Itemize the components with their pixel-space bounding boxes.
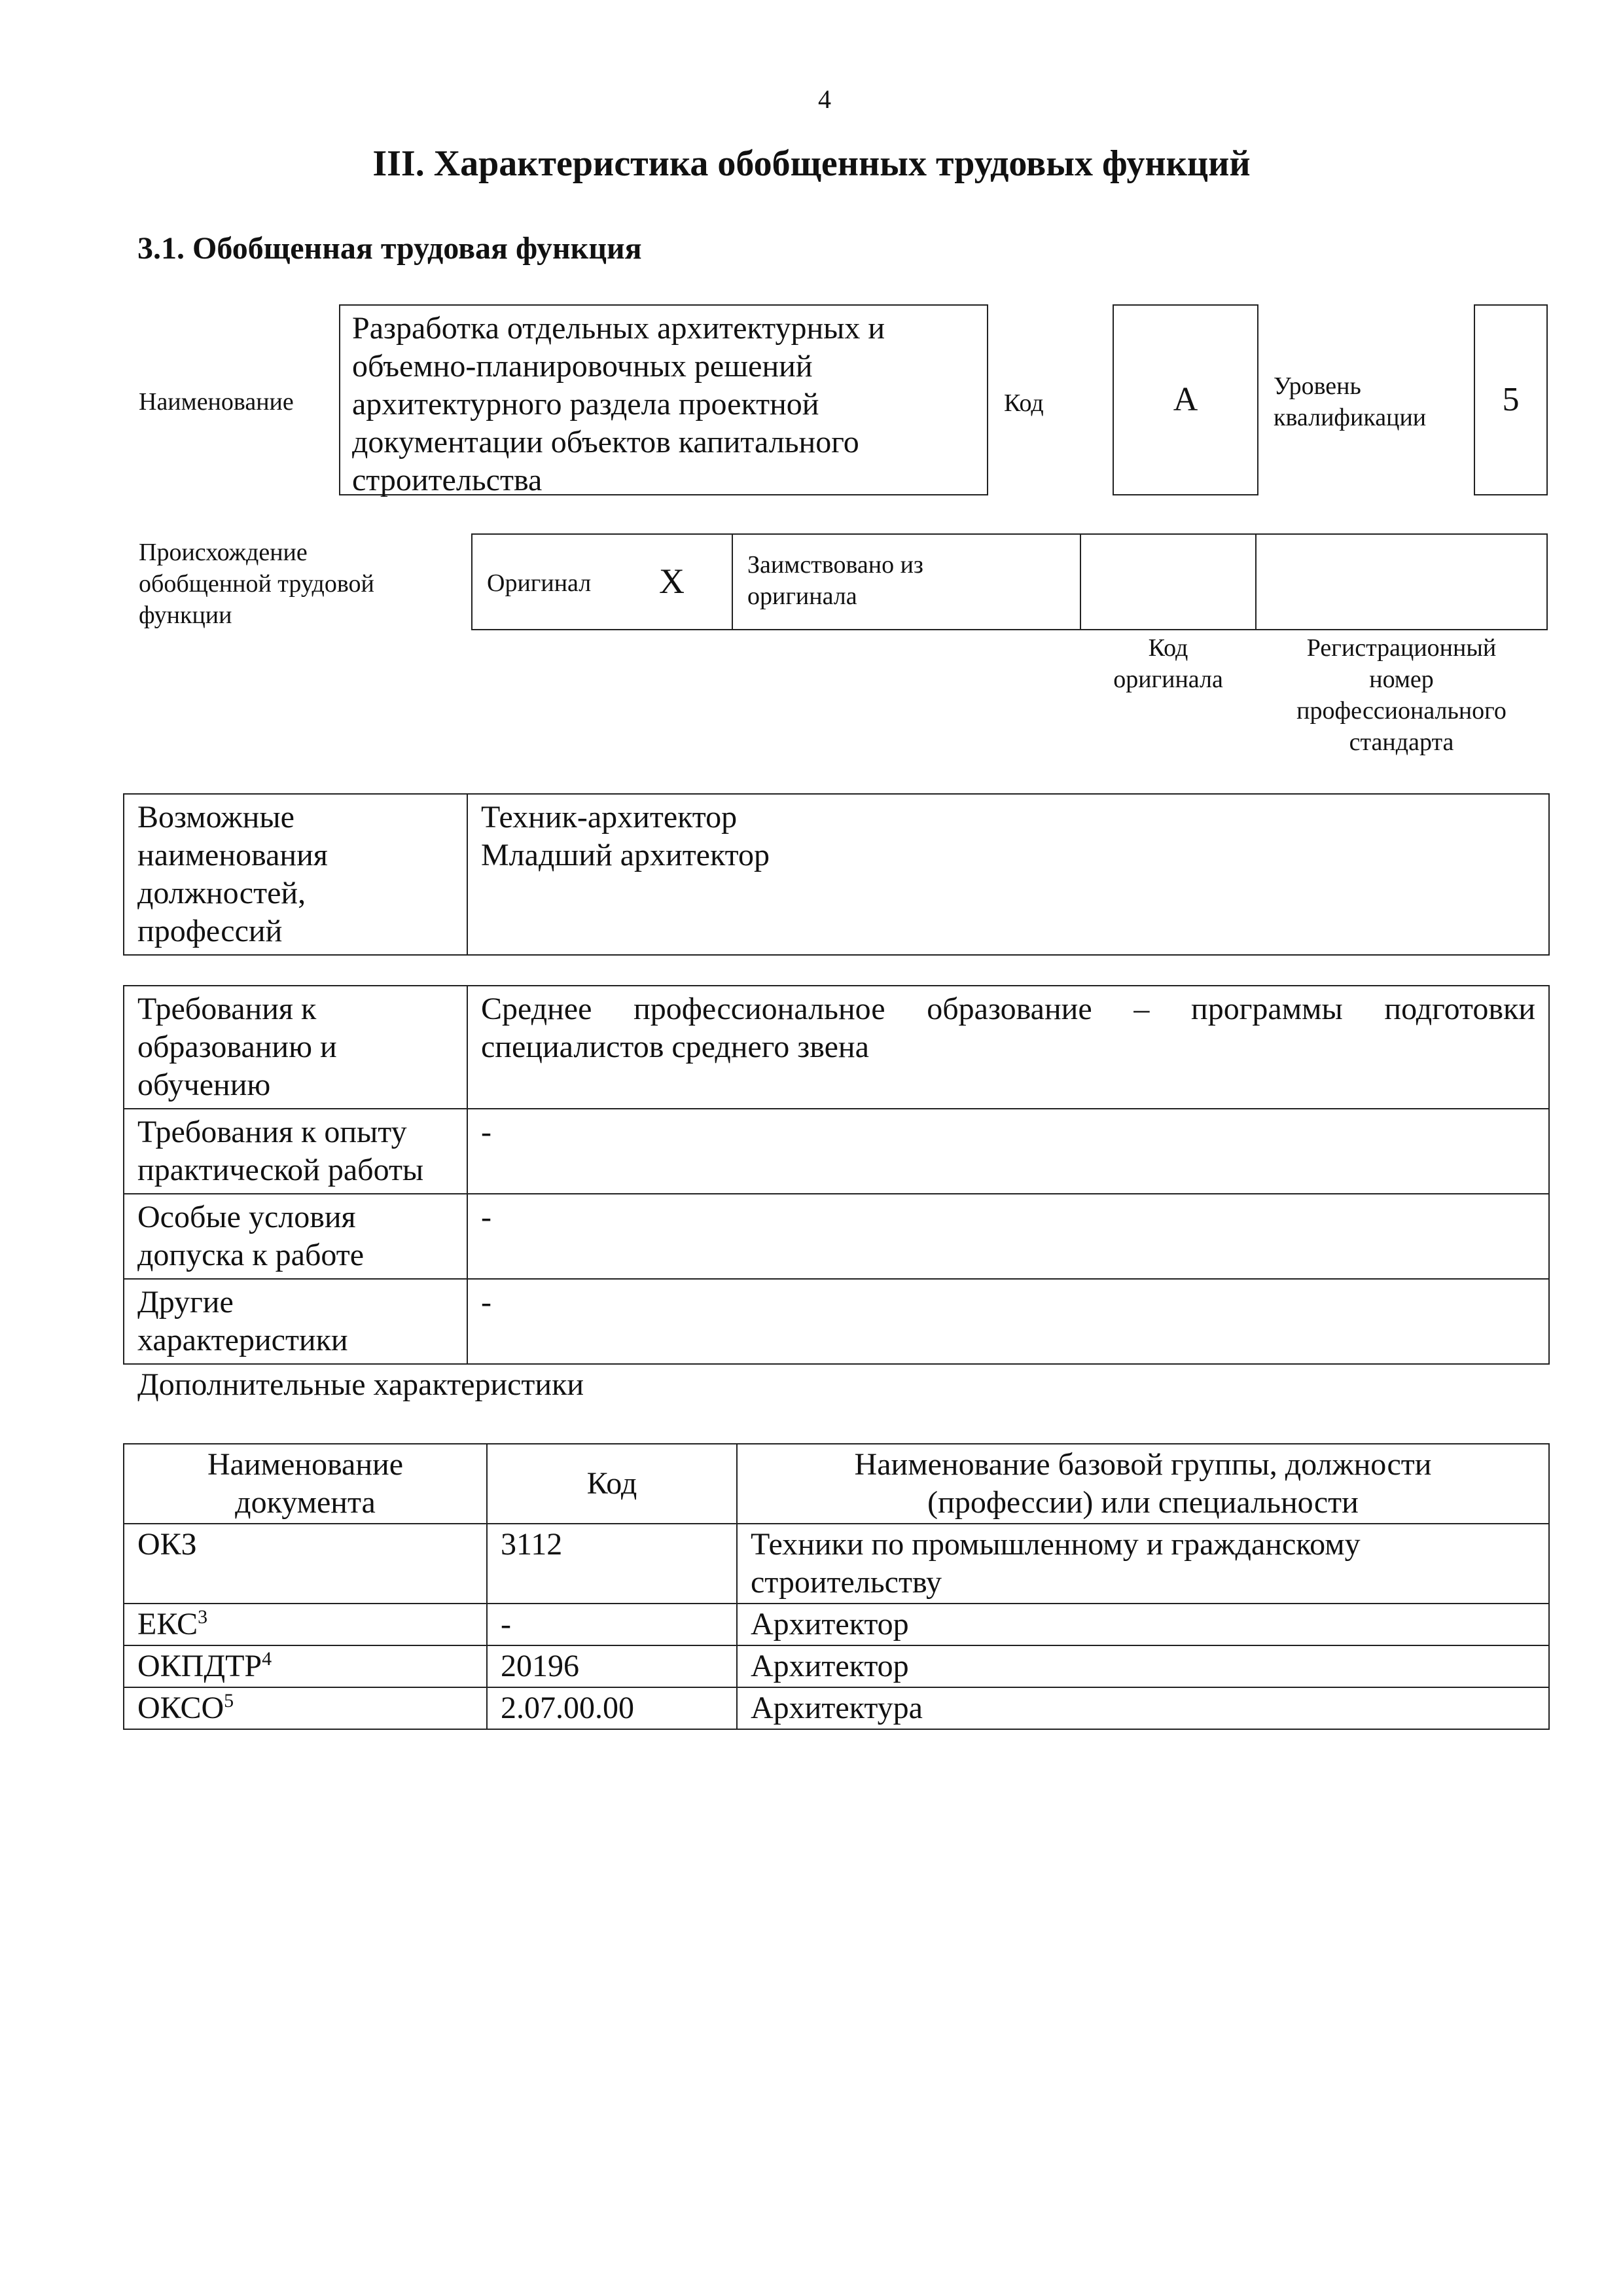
level-label-line: квалификации bbox=[1274, 404, 1427, 431]
requirement-value bbox=[467, 986, 1549, 1109]
doc-name: ОКПДТР bbox=[137, 1649, 262, 1683]
function-name-line: Разработка отдельных архитектурных и bbox=[352, 311, 885, 346]
original-code-caption bbox=[1080, 632, 1257, 695]
caption-line: Регистрационный bbox=[1306, 634, 1497, 662]
value-line: - bbox=[481, 1115, 491, 1149]
label-line: Особые условия bbox=[137, 1200, 356, 1234]
header-line: документа bbox=[235, 1485, 376, 1520]
origin-label bbox=[139, 537, 374, 631]
function-name-box bbox=[339, 304, 988, 495]
requirement-value bbox=[467, 1194, 1549, 1279]
additional-table bbox=[123, 1443, 1550, 1730]
name-cell: Архитектура bbox=[737, 1687, 1549, 1729]
table-row bbox=[124, 1109, 1549, 1194]
label-line: практической работы bbox=[137, 1153, 424, 1187]
borrowed-cell bbox=[732, 533, 1081, 630]
function-name-line: строительства bbox=[352, 463, 543, 497]
level-value: 5 bbox=[1502, 381, 1520, 418]
section-title: III. Характеристика обобщенных трудовых функций bbox=[372, 143, 1251, 184]
caption-line: стандарта bbox=[1349, 728, 1454, 756]
label-line: наименования bbox=[137, 838, 328, 872]
label-line: допуска к работе bbox=[137, 1238, 365, 1272]
function-name-line: объемно-планировочных решений bbox=[352, 349, 813, 384]
name-line: строительству bbox=[751, 1565, 942, 1600]
position-name: Техник-архитектор bbox=[481, 800, 738, 834]
doc-name: ЕКС bbox=[137, 1607, 198, 1641]
doc-name: ОКЗ bbox=[137, 1527, 197, 1562]
table-row bbox=[124, 1524, 1549, 1604]
caption-line: номер bbox=[1369, 666, 1434, 693]
caption-line: профессионального bbox=[1296, 697, 1507, 725]
table-row bbox=[124, 1279, 1549, 1364]
borrowed-line: Заимствовано из bbox=[747, 551, 923, 579]
value-line: Среднее профессиональное образование – программы подготовки bbox=[481, 992, 1535, 1026]
name-line: Техники по промышленному и гражданскому bbox=[751, 1527, 1361, 1562]
header-document bbox=[124, 1444, 487, 1524]
code-cell: 3112 bbox=[487, 1524, 737, 1604]
caption-line: оригинала bbox=[1113, 666, 1223, 693]
origin-label-line: обобщенной трудовой bbox=[139, 570, 374, 598]
table-row bbox=[124, 1194, 1549, 1279]
caption-line: Код bbox=[1148, 634, 1188, 662]
requirement-label bbox=[124, 1109, 467, 1194]
code-cell: - bbox=[487, 1604, 737, 1645]
label-line: характеристики bbox=[137, 1323, 348, 1357]
label-line: профессий bbox=[137, 914, 283, 948]
level-label bbox=[1274, 370, 1426, 433]
code-cell: 20196 bbox=[487, 1645, 737, 1687]
name-cell: Архитектор bbox=[737, 1645, 1549, 1687]
origin-label-line: Происхождение bbox=[139, 539, 308, 566]
code-box bbox=[1113, 304, 1258, 495]
doc-cell bbox=[124, 1604, 487, 1645]
doc-cell bbox=[124, 1645, 487, 1687]
origin-label-line: функции bbox=[139, 601, 232, 629]
table-header-row bbox=[124, 1444, 1549, 1524]
function-name-line: документации объектов капитального bbox=[352, 425, 859, 459]
original-mark: X bbox=[659, 562, 685, 601]
requirement-value bbox=[467, 1109, 1549, 1194]
table-row bbox=[124, 1645, 1549, 1687]
borrowed-line: оригинала bbox=[747, 583, 857, 610]
table-row bbox=[124, 794, 1549, 955]
table-row bbox=[124, 986, 1549, 1109]
name-cell bbox=[737, 1524, 1549, 1604]
label-line: Требования к опыту bbox=[137, 1115, 407, 1149]
header-group bbox=[737, 1444, 1549, 1524]
requirement-label bbox=[124, 1279, 467, 1364]
label-line: должностей, bbox=[137, 876, 306, 910]
subsection-title: 3.1. Обобщенная трудовая функция bbox=[137, 231, 642, 266]
name-label: Наименование bbox=[139, 388, 294, 416]
function-name-line: архитектурного раздела проектной bbox=[352, 387, 819, 422]
level-label-line: Уровень bbox=[1274, 372, 1361, 400]
footnote-ref: 3 bbox=[198, 1606, 208, 1628]
footnote-ref: 5 bbox=[224, 1690, 234, 1712]
label-line: Возможные bbox=[137, 800, 294, 834]
label-line: обучению bbox=[137, 1067, 271, 1102]
value-line: - bbox=[481, 1285, 491, 1319]
positions-label bbox=[124, 794, 467, 955]
footnote-ref: 4 bbox=[262, 1648, 272, 1670]
label-line: Другие bbox=[137, 1285, 234, 1319]
doc-cell bbox=[124, 1524, 487, 1604]
code-value: A bbox=[1173, 381, 1198, 418]
header-line: Код bbox=[586, 1466, 637, 1501]
requirement-label bbox=[124, 1194, 467, 1279]
positions-table bbox=[123, 793, 1550, 956]
value-line: специалистов среднего звена bbox=[481, 1030, 869, 1064]
header-line: Наименование bbox=[207, 1447, 404, 1482]
registration-number-cell bbox=[1255, 533, 1548, 630]
additional-title: Дополнительные характеристики bbox=[137, 1367, 584, 1402]
name-cell: Архитектор bbox=[737, 1604, 1549, 1645]
positions-values bbox=[467, 794, 1549, 955]
code-cell: 2.07.00.00 bbox=[487, 1687, 737, 1729]
level-box bbox=[1474, 304, 1548, 495]
header-code bbox=[487, 1444, 737, 1524]
registration-caption bbox=[1255, 632, 1548, 758]
original-label: Оригинал bbox=[487, 569, 592, 597]
header-line: Наименование базовой группы, должности bbox=[854, 1447, 1432, 1482]
header-line: (профессии) или специальности bbox=[927, 1485, 1359, 1520]
label-line: образованию и bbox=[137, 1030, 337, 1064]
doc-name: ОКСО bbox=[137, 1691, 224, 1725]
doc-cell bbox=[124, 1687, 487, 1729]
original-code-cell bbox=[1080, 533, 1257, 630]
page-number: 4 bbox=[818, 84, 831, 114]
requirements-table bbox=[123, 985, 1550, 1365]
label-line: Требования к bbox=[137, 992, 317, 1026]
original-cell bbox=[471, 533, 733, 630]
table-row bbox=[124, 1604, 1549, 1645]
position-name: Младший архитектор bbox=[481, 838, 770, 872]
table-row bbox=[124, 1687, 1549, 1729]
requirement-label bbox=[124, 986, 467, 1109]
code-label: Код bbox=[1004, 389, 1044, 417]
requirement-value bbox=[467, 1279, 1549, 1364]
value-line: - bbox=[481, 1200, 491, 1234]
